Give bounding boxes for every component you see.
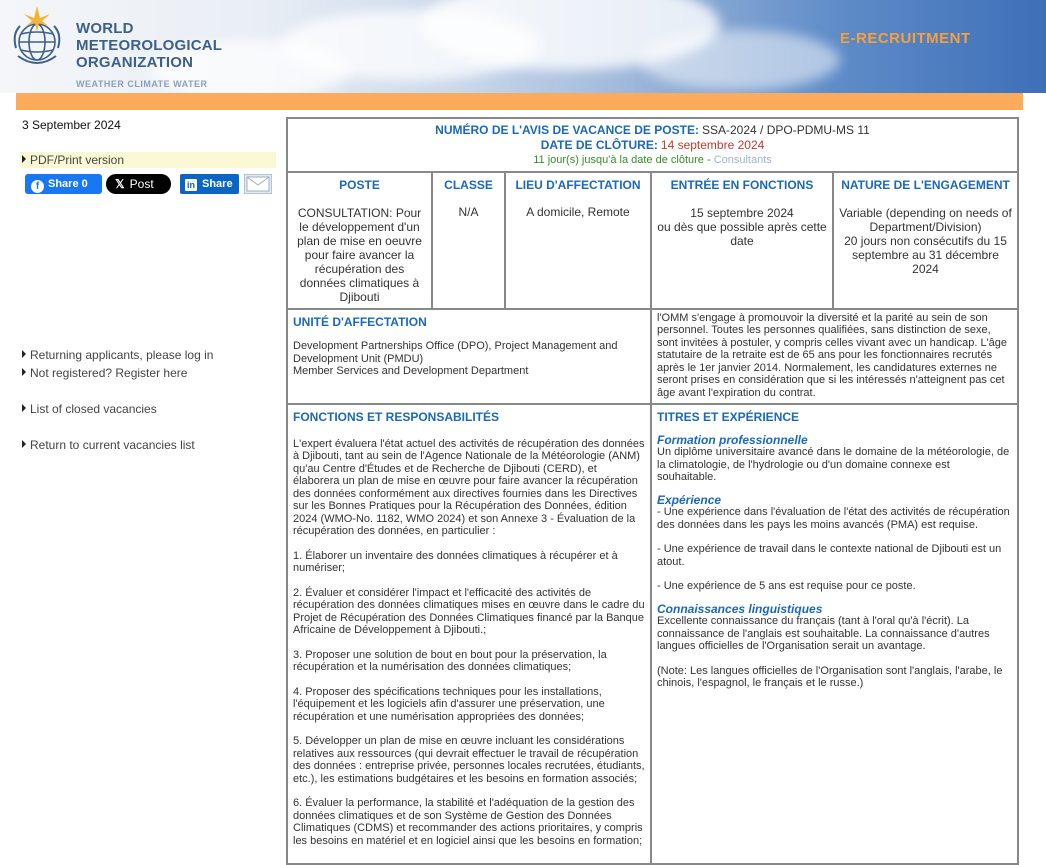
linkedin-share-label: Share — [202, 178, 233, 190]
fonctions-item: 3. Proposer une solution de bout en bout pour la préservation, la récupération et la numérisation des données climatiques; — [293, 648, 607, 673]
email-share-button[interactable] — [244, 174, 272, 194]
register-link[interactable]: Not registered? Register here — [20, 366, 187, 380]
days-left: 11 jour(s) jusqu'à la date de clôture — [533, 154, 704, 166]
fonctions-cell — [287, 404, 651, 864]
linkedin-icon: in — [187, 180, 195, 190]
fonctions-item: 1. Élaborer un inventaire des données climatiques à récupérer et à numériser; — [293, 549, 618, 574]
closed-vacancies-link[interactable]: List of closed vacancies — [20, 402, 157, 416]
org-name-line: WORLD — [76, 20, 134, 37]
unite-title: UNITÉ D'AFFECTATION — [293, 314, 427, 329]
poste-value: CONSULTATION: Pour le développement d'un plan de mise en oeuvre pour faire avancer la récupération des données climatiques à Djibouti — [297, 205, 422, 304]
facebook-share-label: Share 0 — [48, 178, 88, 190]
vacancy-header — [287, 118, 1018, 172]
fonctions-item: 4. Proposer des spécifications techniques pour les installations, l'équipement et les logiciels afin d'assurer une préservation, une récupération et une numérisation appropriées des données; — [293, 685, 605, 723]
current-vacancies-link[interactable]: Return to current vacancies list — [20, 438, 195, 452]
org-name-line: ORGANIZATION — [76, 54, 194, 71]
details-row — [287, 404, 1018, 864]
fonctions-item: 2. Évaluer et considérer l'impact et l'efficacité des activités de récupération des données climatiques mises en œuvre dans le cadre du Projet de Récupération des Données Climatiques financé par la Banque Africaine de Développement à Djibouti.; — [293, 586, 645, 636]
x-post-label: Post — [129, 177, 154, 191]
entree-cell — [651, 172, 833, 309]
pdf-print-row — [20, 152, 276, 168]
vacancy-header-row — [287, 118, 1018, 172]
vacancy-summary-row — [287, 172, 1018, 309]
nature-cell — [833, 172, 1018, 309]
vacancy-number-label: NUMÉRO DE L'AVIS DE VACANCE DE POSTE: — [435, 123, 699, 137]
org-tagline: WEATHER CLIMATE WATER — [76, 79, 208, 89]
langues-note: (Note: Les langues officielles de l'Organisation sont l'anglais, l'arabe, le chinois, l'espagnol, le français et le russe.) — [657, 664, 1003, 689]
lieu-value: A domicile, Remote — [526, 204, 630, 219]
experience-item: - Une expérience de travail dans le contexte national de Djibouti est un atout. — [657, 543, 1002, 568]
nature-period: 20 jours non consécutifs du 15 septembre au 31 décembre 2024 — [844, 233, 1007, 276]
fonctions-item: 6. Évaluer la performance, la stabilité et l'adéquation de la gestion des données climatiques et de son Système de Gestion des Données Climatiques (CDMS) et recommander des actions prioritaires, y compris les besoins en matériel et en logiciel ainsi que les besoins en formation; — [293, 797, 643, 847]
classe-value: N/A — [458, 204, 479, 219]
langues-title: Connaissances linguistiques — [657, 601, 823, 616]
header-banner — [0, 0, 1046, 93]
column-header-classe: CLASSE — [444, 178, 493, 192]
column-header-entree: ENTRÉE EN FONCTIONS — [670, 178, 814, 192]
fonctions-title: FONCTIONS ET RESPONSABILITÉS — [293, 410, 500, 424]
diversity-statement: l'OMM s'engage à promouvoir la diversité et la parité au sein de son personnel. Toutes les personnes qualifiées, sans distinction de sexe, sont invitées à postuler, y compris celles vivant avec un handicap. L'âge statutaire de la retraite est de 65 ans pour les fonctionnaires recrutés après le 1er janvier 2014. Normalement, les candidatures externes ne seront prises en considération que si les intéressés n'atteignent pas cet âge avant l'expiration du contrat. — [657, 311, 1008, 399]
experience-item: - Une expérience de 5 ans est requise pour ce poste. — [657, 580, 916, 592]
closing-date: 14 septembre 2024 — [660, 138, 765, 152]
x-post-button[interactable] — [106, 174, 171, 194]
facebook-icon: f — [31, 180, 44, 193]
vacancy-category: Consultants — [713, 154, 772, 166]
formation-title: Formation professionnelle — [657, 432, 808, 447]
entree-note: ou dès que possible après cette date — [657, 219, 827, 248]
unite-department: Member Services and Development Department — [293, 365, 529, 377]
unite-cell — [287, 309, 651, 405]
envelope-icon — [245, 175, 271, 193]
login-link[interactable]: Returning applicants, please log in — [20, 348, 213, 362]
wmo-emblem-icon[interactable] — [4, 4, 70, 70]
header-divider — [16, 93, 1023, 110]
vacancy-table — [286, 117, 1019, 865]
experience-item: - Une expérience dans l'évaluation de l'état des activités de récupération des données dans les pays les moins avancés (PMA) est requise. — [657, 506, 1010, 531]
langues-text: Excellente connaissance du français (tant à l'oral qu'à l'écrit). La connaissance de l'anglais est souhaitable. La connaissance d'autres langues officielles de l'Organisation serait un avantage. — [657, 615, 990, 652]
diversity-cell — [651, 309, 1018, 405]
closing-date-label: DATE DE CLÔTURE: — [540, 138, 658, 152]
poste-cell — [287, 172, 432, 309]
formation-text: Un diplôme universitaire avancé dans le domaine de la météorologie, de la climatologie, de l'hydrologie ou d'un domaine connexe est souhaitable. — [657, 446, 1010, 483]
entree-value: 15 septembre 2024 — [690, 205, 794, 220]
unite-row — [287, 309, 1018, 405]
unite-office: Development Partnerships Office (DPO), Project Management and Development Unit (PMDU) — [293, 340, 618, 365]
pdf-print-link[interactable]: PDF/Print version — [20, 152, 276, 168]
fonctions-intro: L'expert évaluera l'état actuel des activités de récupération des données à Djibouti, tant au sein de l'Agence Nationale de la Météorologie (ANM) qu'au Centre d'Études et de Recherche de Djibouti (CERD), et élaborera un plan de mise en œuvre pour faire avancer la récupération des données conformément aux directives fournies dans les Directives sur les Bonnes Pratiques pour la Récupération des Données, édition 2024 (WMO-No. 1182, WMO 2024) et son Annexe 3 - Évaluation de la récupération des données, en particulier : — [293, 437, 645, 537]
titres-cell — [651, 404, 1018, 864]
nature-value: Variable (depending on needs of Department/Division) — [839, 205, 1012, 234]
x-logo-icon: 𝕏 — [115, 177, 125, 191]
facebook-share-button[interactable] — [25, 174, 102, 194]
days-separator: - — [703, 154, 714, 166]
current-date: 3 September 2024 — [22, 118, 121, 132]
org-name — [76, 20, 222, 71]
column-header-poste: POSTE — [339, 178, 380, 192]
titres-title: TITRES ET EXPÉRIENCE — [657, 410, 800, 424]
experience-title: Expérience — [657, 492, 722, 507]
linkedin-share-button[interactable] — [180, 174, 239, 194]
column-header-nature: NATURE DE L'ENGAGEMENT — [841, 178, 1010, 192]
fonctions-item: 5. Développer un plan de mise en œuvre incluant les considérations relatives aux ressources (qui devrait effectuer le travail de récupération des données : entreprise privée, personnes locales recrutées, étudiants, etc.), les estimations budgétaires et les besoins en formation associés; — [293, 735, 645, 785]
column-header-lieu: LIEU D'AFFECTATION — [515, 178, 641, 192]
classe-cell — [432, 172, 505, 309]
org-name-line: METEOROLOGICAL — [76, 37, 223, 54]
vacancy-number: SSA-2024 / DPO-PDMU-MS 11 — [702, 123, 870, 137]
lieu-cell — [505, 172, 651, 309]
section-title: E-RECRUITMENT — [840, 30, 971, 47]
